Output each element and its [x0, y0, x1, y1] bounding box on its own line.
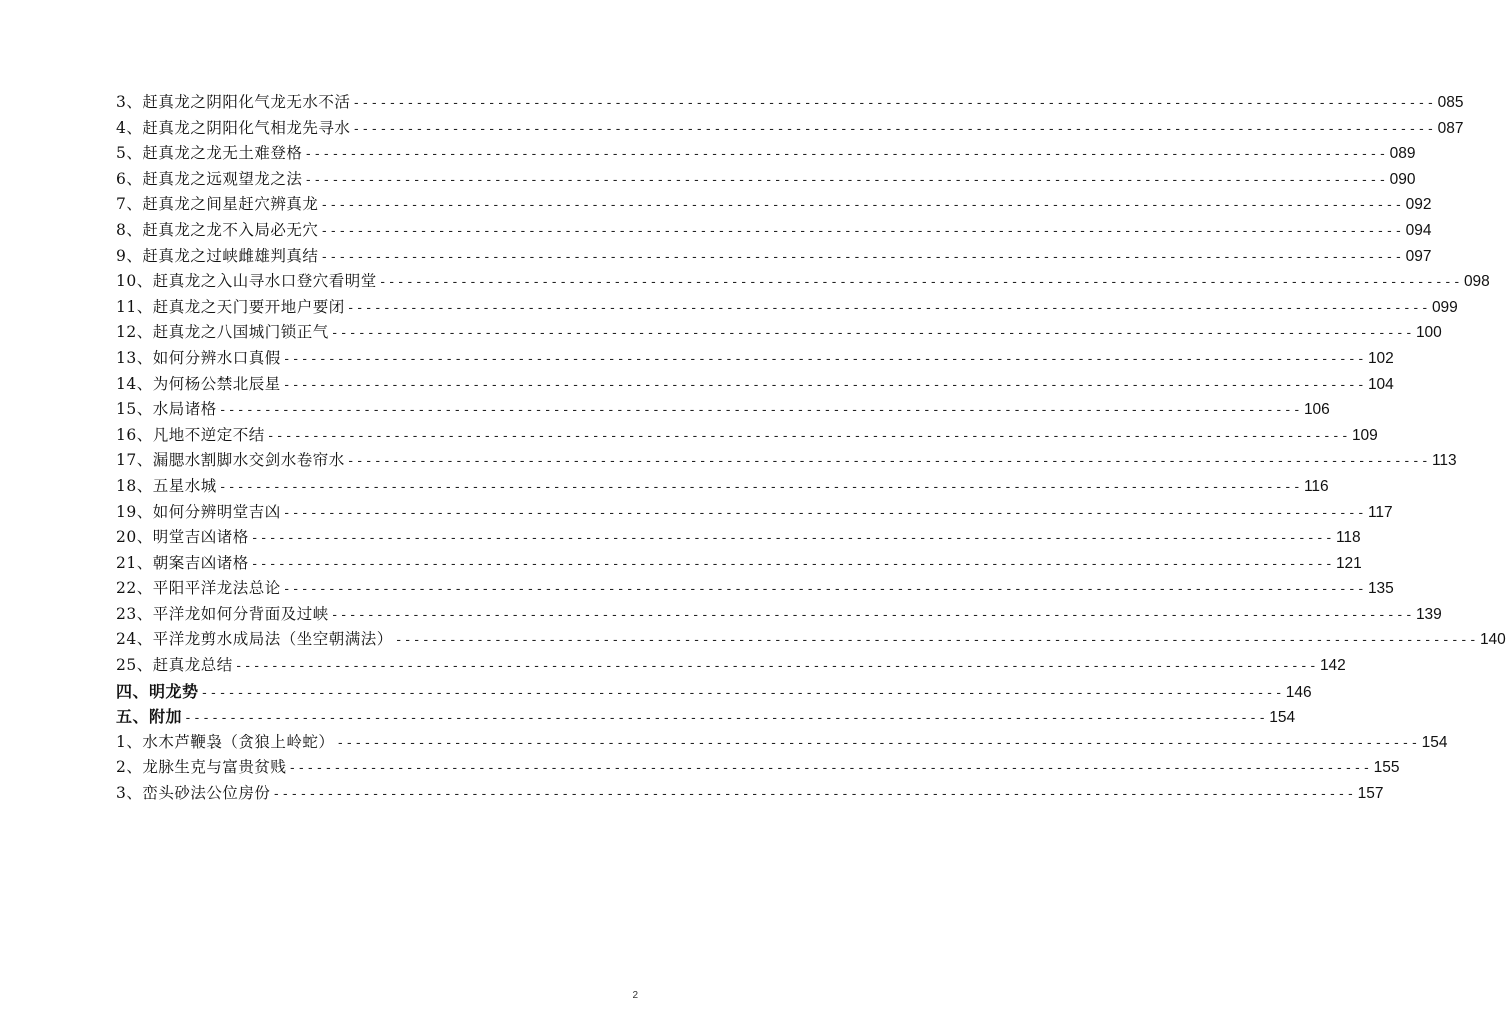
- toc-entry: [116, 474, 1329, 500]
- toc-entry-title: 4、赶真龙之阴阳化气相龙先寻水: [116, 118, 351, 137]
- toc-entry-title: 7、赶真龙之间星赶穴辨真龙: [116, 195, 319, 214]
- toc-entry: [116, 781, 1384, 807]
- toc-dot-leader: ------------------------------------------------------------------------------------------------------------------------: [394, 633, 1478, 649]
- toc-entry-title: 四、明龙势: [116, 681, 199, 701]
- toc-entry: [116, 525, 1361, 551]
- toc-entry-title: 3、峦头砂法公位房份: [116, 784, 271, 803]
- toc-entry-page: 109: [1351, 426, 1378, 444]
- toc-entry-page: 104: [1367, 375, 1394, 393]
- toc-entry: [116, 244, 1432, 270]
- toc-entry: [116, 141, 1416, 167]
- toc-entry: [116, 423, 1378, 449]
- toc-entry-page: 116: [1303, 477, 1329, 495]
- toc-dot-leader: ------------------------------------------------------------------------------------------------------------------------: [346, 300, 1430, 316]
- toc-entry-page: 154: [1421, 733, 1448, 751]
- toc-entry-title: 12、赶真龙之八国城门锁正气: [116, 323, 329, 342]
- toc-entry: [116, 627, 1506, 653]
- toc-entry: [116, 602, 1442, 628]
- toc-entry-page: 106: [1303, 401, 1330, 419]
- toc-dot-leader: ------------------------------------------------------------------------------------------------------------------------: [304, 147, 1388, 163]
- toc-dot-leader: ------------------------------------------------------------------------------------------------------------------------: [234, 659, 1318, 675]
- toc-dot-leader: ------------------------------------------------------------------------------------------------------------------------: [184, 711, 1268, 727]
- toc-entry: [116, 269, 1490, 295]
- toc-entry-title: 20、明堂吉凶诸格: [116, 528, 249, 547]
- toc-entry-page: 121: [1335, 554, 1362, 572]
- toc-dot-leader: ------------------------------------------------------------------------------------------------------------------------: [346, 454, 1430, 470]
- toc-dot-leader: ------------------------------------------------------------------------------------------------------------------------: [320, 249, 1404, 265]
- toc-entry-page: 100: [1415, 324, 1442, 342]
- toc-entry-page: 097: [1405, 247, 1432, 265]
- toc-entry-page: 155: [1373, 759, 1400, 777]
- toc-entry-page: 142: [1319, 657, 1346, 675]
- toc-entry-title: 25、赶真龙总结: [116, 656, 233, 675]
- toc-entry: [116, 448, 1457, 474]
- toc-entry-title: 10、赶真龙之入山寻水口登穴看明堂: [116, 272, 377, 291]
- toc-entry-page: 146: [1285, 683, 1312, 701]
- toc-entry-title: 五、附加: [116, 707, 183, 727]
- toc-dot-leader: ------------------------------------------------------------------------------------------------------------------------: [282, 582, 1366, 598]
- toc-entry: [116, 397, 1330, 423]
- toc-dot-leader: ------------------------------------------------------------------------------------------------------------------------: [330, 607, 1414, 623]
- toc-entry: [116, 116, 1464, 142]
- toc-entry-page: 099: [1431, 298, 1458, 316]
- toc-entry: [116, 730, 1448, 756]
- toc-entry-page: 157: [1357, 785, 1384, 803]
- toc-entry-title: 3、赶真龙之阴阳化气龙无水不活: [116, 93, 351, 111]
- toc-entry-page: 087: [1437, 119, 1464, 137]
- toc-entry-title: 14、为何杨公禁北辰星: [116, 374, 281, 393]
- toc-entry-title: 21、朝案吉凶诸格: [116, 553, 249, 572]
- toc-dot-leader: ------------------------------------------------------------------------------------------------------------------------: [282, 377, 1366, 393]
- toc-entry-title: 22、平阳平洋龙法总论: [116, 579, 281, 598]
- toc-entry-page: 118: [1335, 529, 1361, 547]
- toc-entry-title: 1、水木芦鞭袅（贪狼上岭蛇）: [116, 732, 335, 751]
- toc-dot-leader: ------------------------------------------------------------------------------------------------------------------------: [282, 351, 1366, 367]
- toc-entry-page: 139: [1415, 605, 1442, 623]
- toc-entry-title: 8、赶真龙之龙不入局必无穴: [116, 220, 319, 239]
- toc-entry-title: 19、如何分辨明堂吉凶: [116, 502, 281, 521]
- toc-entry: [116, 551, 1362, 577]
- toc-entry-title: 24、平洋龙剪水成局法（坐空朝满法）: [116, 630, 393, 649]
- toc-dot-leader: ------------------------------------------------------------------------------------------------------------------------: [266, 428, 1350, 444]
- toc-entry: [116, 90, 1464, 116]
- toc-entry-page: 092: [1405, 196, 1432, 214]
- toc-entry: [116, 218, 1432, 244]
- toc-entry-title: 2、龙脉生克与富贵贫贱: [116, 758, 287, 777]
- toc-entry: [116, 372, 1394, 398]
- toc-entry: [116, 653, 1346, 679]
- toc-entry: [116, 346, 1394, 372]
- toc-dot-leader: ------------------------------------------------------------------------------------------------------------------------: [250, 531, 1334, 547]
- toc-entry-title: 13、如何分辨水口真假: [116, 348, 281, 367]
- toc-dot-leader: ------------------------------------------------------------------------------------------------------------------------: [320, 198, 1404, 214]
- toc-dot-leader: ------------------------------------------------------------------------------------------------------------------------: [250, 556, 1334, 572]
- toc-entry: [116, 500, 1393, 526]
- toc-entry-page: 154: [1269, 709, 1296, 727]
- toc-dot-leader: ------------------------------------------------------------------------------------------------------------------------: [200, 685, 1284, 701]
- toc-entry-title: 11、赶真龙之天门要开地户要闭: [116, 297, 345, 316]
- toc-dot-leader: ------------------------------------------------------------------------------------------------------------------------: [272, 787, 1356, 803]
- toc-entry-title: 17、漏腮水割脚水交剑水卷帘水: [116, 451, 345, 470]
- toc-entry-title: 15、水局诸格: [116, 400, 217, 419]
- toc-dot-leader: ------------------------------------------------------------------------------------------------------------------------: [320, 223, 1404, 239]
- toc-entry: [116, 192, 1432, 218]
- toc-entry-page: 113: [1431, 452, 1457, 470]
- toc-entry-page: 102: [1367, 349, 1394, 367]
- page-number: 2: [632, 990, 638, 1001]
- toc-entry-page: 140: [1479, 631, 1506, 649]
- toc-dot-leader: ------------------------------------------------------------------------------------------------------------------------: [352, 121, 1436, 137]
- table-of-contents: [116, 90, 1506, 807]
- toc-entry: [116, 295, 1458, 321]
- toc-dot-leader: ------------------------------------------------------------------------------------------------------------------------: [352, 96, 1436, 111]
- toc-entry-title: 9、赶真龙之过峡雌雄判真结: [116, 246, 319, 265]
- toc-entry-page: 089: [1389, 145, 1416, 163]
- toc-entry-page: 098: [1463, 273, 1490, 291]
- toc-entry: [116, 167, 1416, 193]
- toc-dot-leader: ------------------------------------------------------------------------------------------------------------------------: [288, 761, 1372, 777]
- toc-entry-page: 135: [1367, 580, 1394, 598]
- toc-dot-leader: ------------------------------------------------------------------------------------------------------------------------: [336, 735, 1420, 751]
- toc-entry-title: 6、赶真龙之远观望龙之法: [116, 169, 303, 188]
- toc-dot-leader: ------------------------------------------------------------------------------------------------------------------------: [330, 326, 1414, 342]
- toc-entry: [116, 755, 1400, 781]
- toc-entry-page: 117: [1367, 503, 1393, 521]
- toc-entry-title: 5、赶真龙之龙无土难登格: [116, 144, 303, 163]
- toc-section-heading: [116, 679, 1312, 705]
- toc-entry: [116, 320, 1442, 346]
- toc-dot-leader: ------------------------------------------------------------------------------------------------------------------------: [282, 505, 1366, 521]
- toc-dot-leader: ------------------------------------------------------------------------------------------------------------------------: [218, 479, 1302, 495]
- toc-section-heading: [116, 704, 1296, 730]
- toc-entry-title: 23、平洋龙如何分背面及过峡: [116, 604, 329, 623]
- toc-entry-title: 16、凡地不逆定不结: [116, 425, 265, 444]
- toc-entry-title: 18、五星水城: [116, 476, 217, 495]
- toc-entry-page: 085: [1437, 94, 1464, 111]
- toc-dot-leader: ------------------------------------------------------------------------------------------------------------------------: [218, 403, 1302, 419]
- toc-dot-leader: ------------------------------------------------------------------------------------------------------------------------: [378, 275, 1462, 291]
- toc-entry-page: 090: [1389, 170, 1416, 188]
- toc-entry: [116, 576, 1394, 602]
- toc-dot-leader: ------------------------------------------------------------------------------------------------------------------------: [304, 172, 1388, 188]
- toc-entry-page: 094: [1405, 221, 1432, 239]
